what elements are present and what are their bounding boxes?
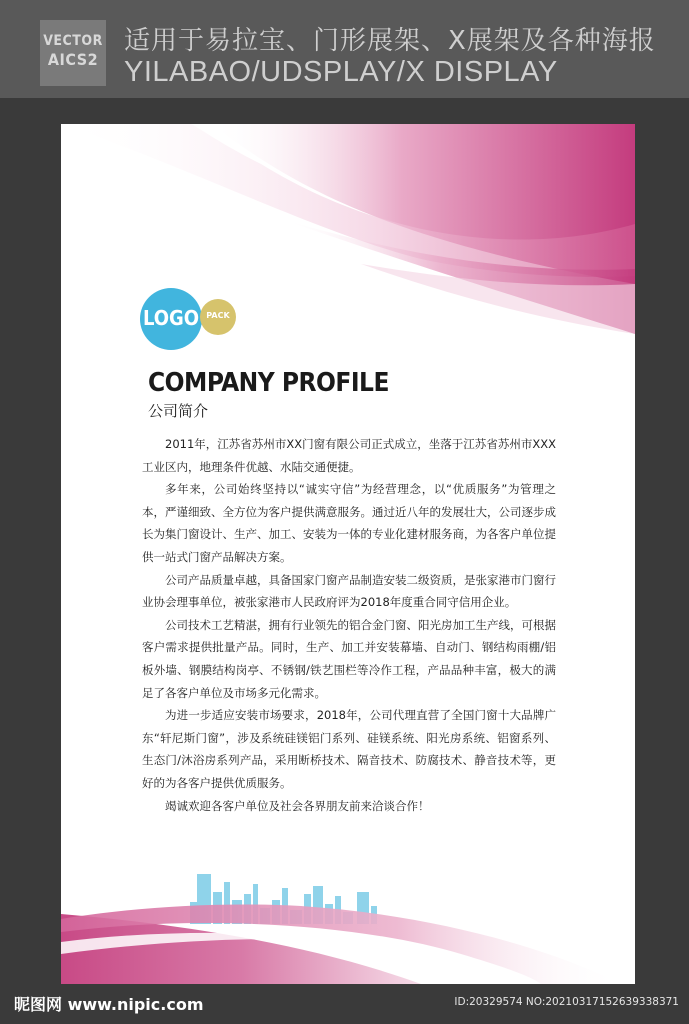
watermark-site: 昵图网 www.nipic.com bbox=[14, 995, 204, 1014]
company-profile-title: COMPANY PROFILE bbox=[148, 368, 389, 398]
paragraph: 公司技术工艺精湛，拥有行业领先的铝合金门窗、阳光房加工生产线，可根据客户需求提供批量产品。同时，生产、加工并安装幕墙、自动门、钢结构雨棚/铝板外墙、钢膜结构岗亭、不锈钢/铁艺围栏等冷作工程，产品品种丰富，极大的满足了各客户单位及市场多元化需求。 bbox=[142, 617, 556, 700]
logo-pack-circle bbox=[200, 299, 236, 335]
poster bbox=[61, 124, 635, 984]
badge-line2: AICS2 bbox=[47, 50, 99, 69]
profile-body bbox=[142, 433, 556, 817]
paragraph: 2011年，江苏省苏州市XX门窗有限公司正式成立，坐落于江苏省苏州市XXX工业区内，地理条件优越、水陆交通便捷。 bbox=[142, 437, 556, 474]
vector-badge bbox=[40, 20, 106, 86]
logo-pack-text: PACK bbox=[206, 311, 230, 320]
paragraph: 公司产品质量卓越，具备国家门窗产品制造安装二级资质，是张家港市门窗行业协会理事单位，被张家港市人民政府评为2018年度重合同守信用企业。 bbox=[142, 572, 556, 610]
badge-line1: VECTOR bbox=[43, 33, 103, 49]
paragraph: 竭诚欢迎各客户单位及社会各界朋友前来洽谈合作！ bbox=[165, 798, 430, 813]
logo-text: LOGO bbox=[142, 306, 200, 330]
banner-title-en: YILABAO/UDSPLAY/X DISPLAY bbox=[124, 56, 558, 88]
watermark-id: ID:20329574 NO:20210317152639338371 bbox=[454, 996, 679, 1008]
company-profile-subtitle: 公司简介 bbox=[148, 402, 209, 420]
logo-circle bbox=[140, 288, 202, 350]
paragraph: 为进一步适应安装市场要求，2018年，公司代理直营了全国门窗十大品牌广东“轩尼斯门窗”，涉及系统硅镁铝门系列、硅镁系统、阳光房系统、铝窗系列、生态门/沐浴房系列产品，采用断桥技术、隔音技术、防腐技术、静音技术等，更好的为各客户提供优质服务。 bbox=[142, 708, 556, 790]
banner-title-cn: 适用于易拉宝、门形展架、X展架及各种海报 bbox=[124, 26, 656, 56]
top-banner bbox=[0, 0, 689, 98]
paragraph: 多年来，公司始终坚持以“诚实守信”为经营理念，以“优质服务”为管理之本，严谨细致、全方位为客户提供满意服务。通过近八年的发展壮大，公司逐步成长为集门窗设计、生产、加工、安装为一体的专业化建材服务商，为各客户单位提供一站式门窗产品解决方案。 bbox=[142, 482, 556, 564]
